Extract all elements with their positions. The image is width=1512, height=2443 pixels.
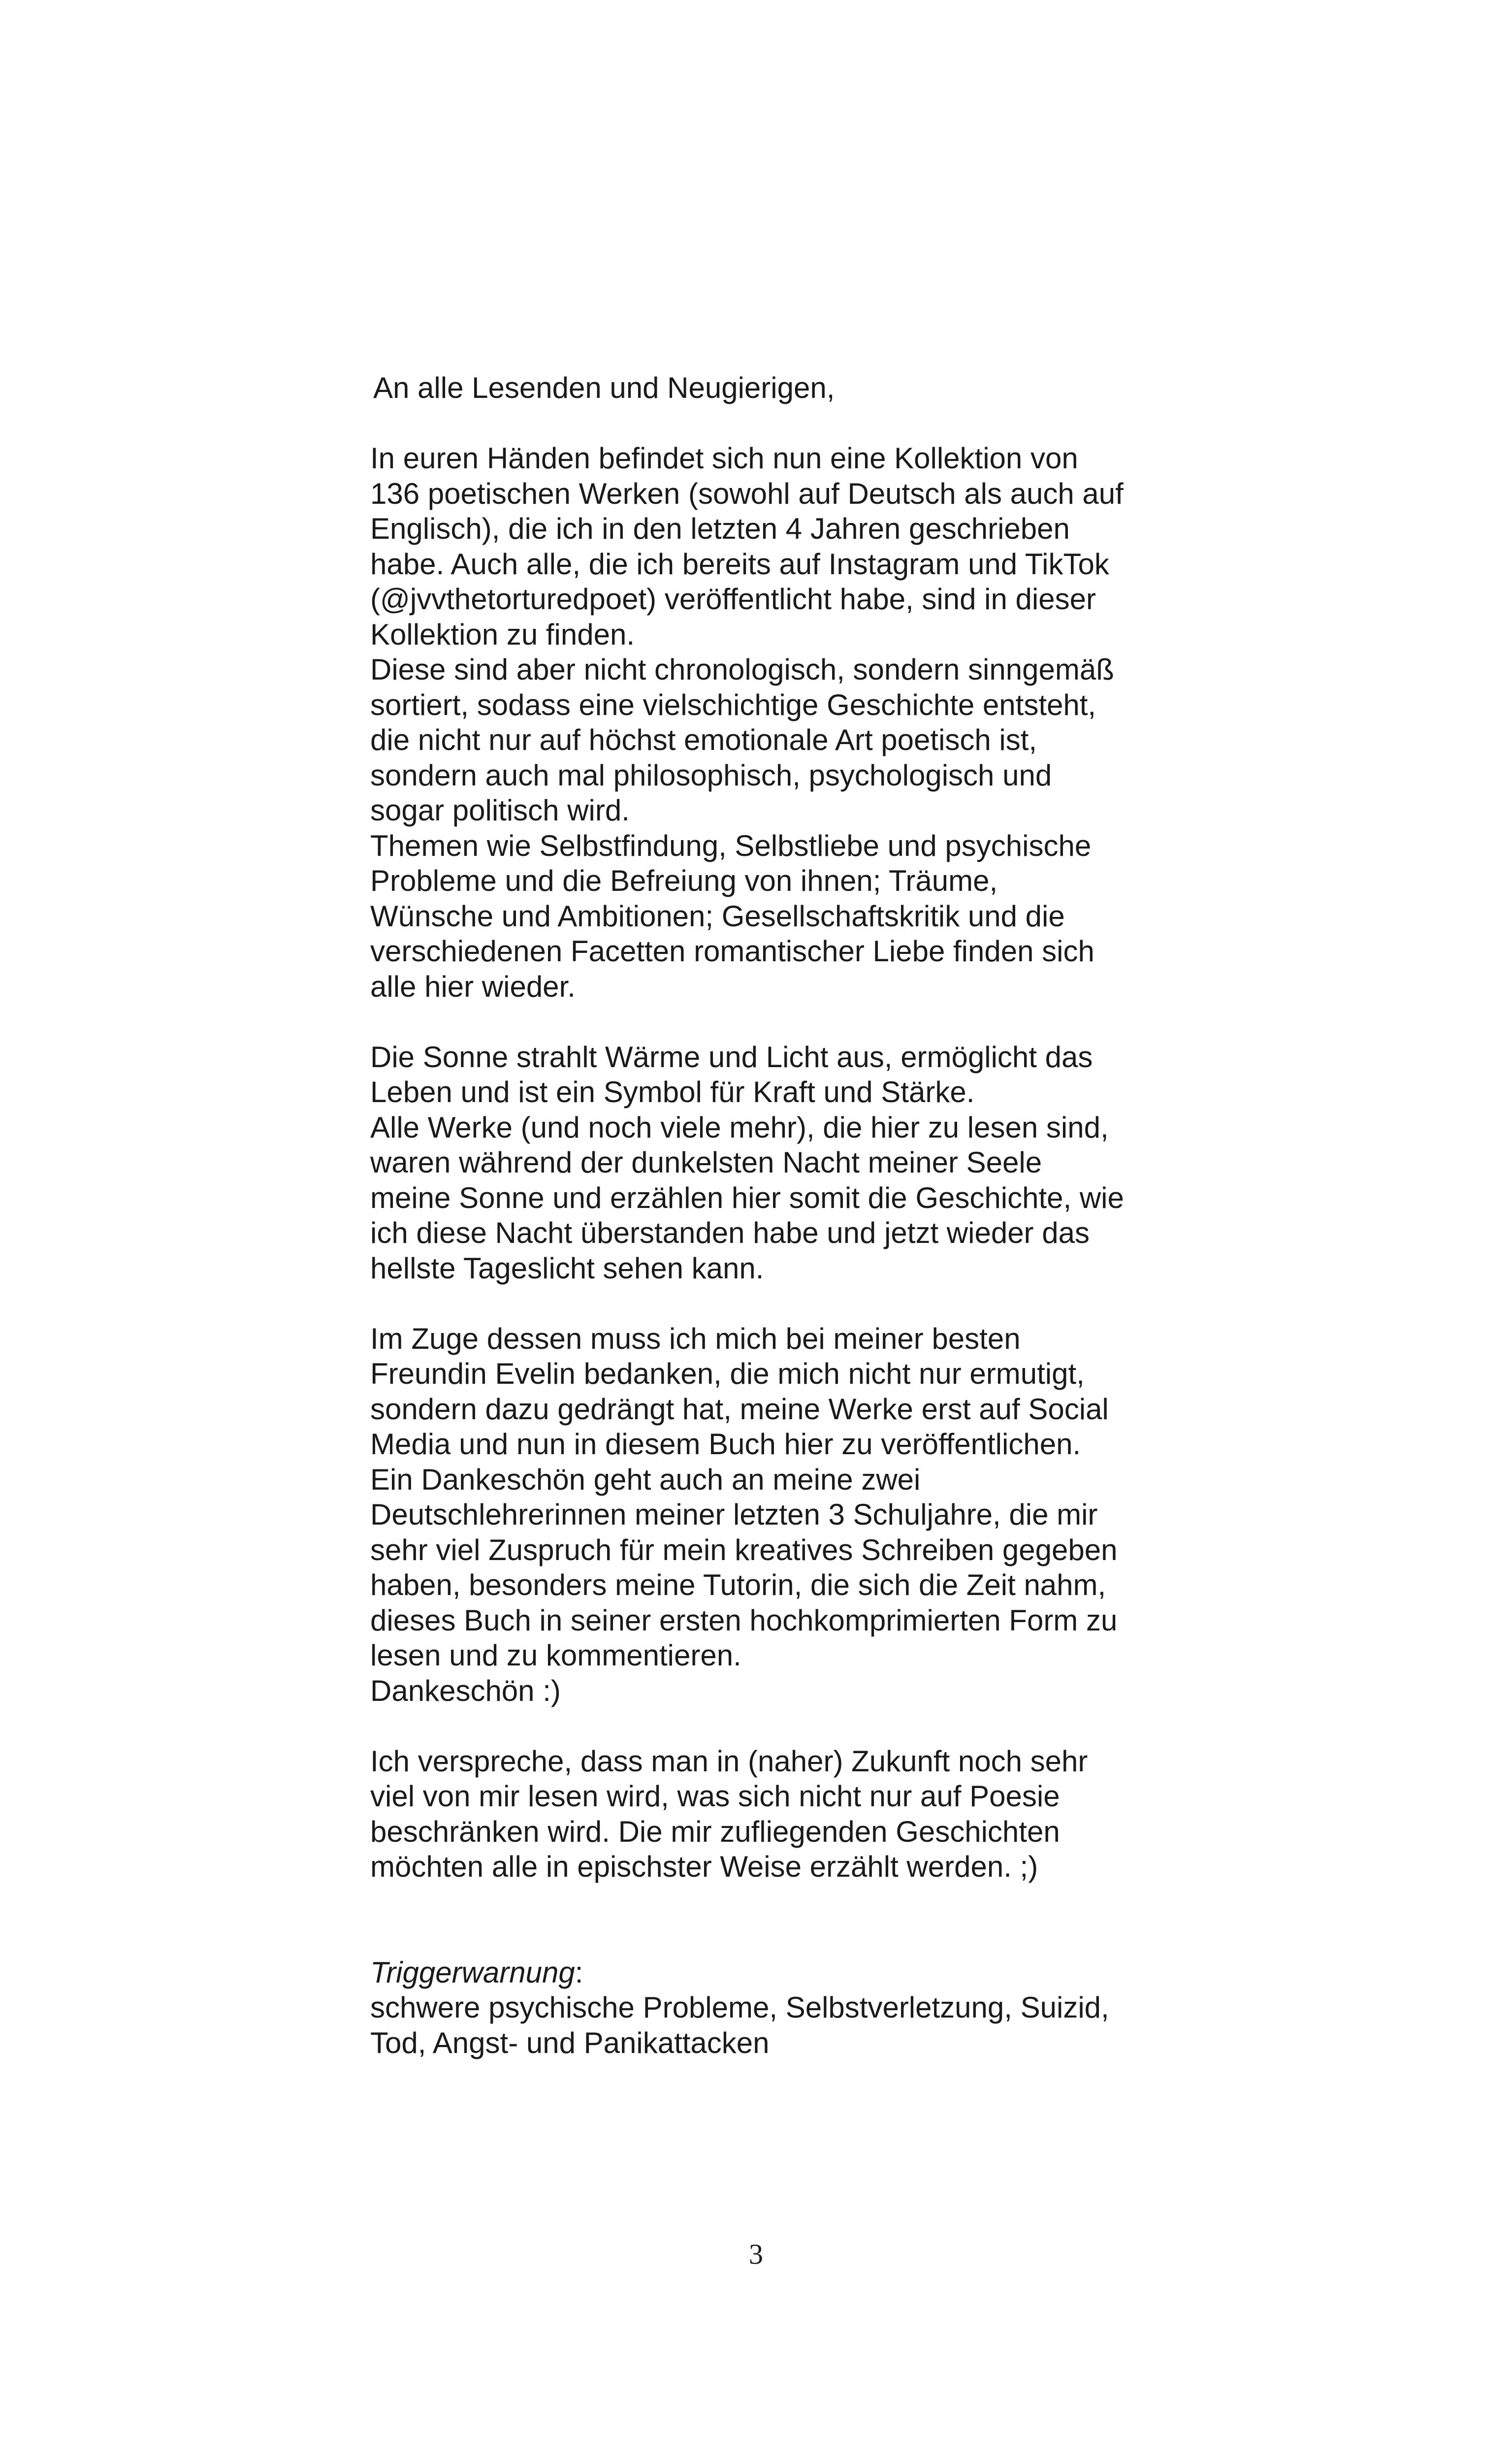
text-line: verschiedenen Facetten romantischer Liebe finden sich [370, 935, 1094, 968]
text-line: Deutschlehrerinnen meiner letzten 3 Schuljahre, die mir [370, 1498, 1098, 1531]
paragraph-spacer [370, 1708, 1178, 1744]
text-line: alle hier wieder. [370, 970, 576, 1003]
text-line: Im Zuge dessen muss ich mich bei meiner besten [370, 1322, 1021, 1355]
text-line: lesen und zu kommentieren. [370, 1639, 741, 1672]
paragraph-acknowledgements [370, 1321, 1178, 1709]
text-line: Englisch), die ich in den letzten 4 Jahren geschrieben [370, 512, 1070, 545]
paragraph-promise [370, 1744, 1178, 1885]
text-line: sondern dazu gedrängt hat, meine Werke erst auf Social [370, 1392, 1109, 1426]
text-line: dieses Buch in seiner ersten hochkomprimierten Form zu [370, 1603, 1118, 1637]
trigger-warning [370, 1955, 1178, 2061]
paragraph-sun [370, 1040, 1178, 1286]
text-line: Alle Werke (und noch viele mehr), die hier zu lesen sind, [370, 1110, 1109, 1144]
text-line: Diese sind aber nicht chronologisch, sondern sinngemäß [370, 653, 1114, 686]
text-line: Leben und ist ein Symbol für Kraft und Stärke. [370, 1075, 975, 1108]
section-spacer [370, 1885, 1178, 1955]
paragraph-introduction [370, 441, 1178, 1004]
text-line: (@jvvthetorturedpoet) veröffentlicht habe, sind in dieser [370, 583, 1096, 616]
text-line: Probleme und die Befreiung von ihnen; Träume, [370, 864, 998, 897]
text-line: habe. Auch alle, die ich bereits auf Instagram und TikTok [370, 547, 1109, 581]
text-line: In euren Händen befindet sich nun eine Kollektion von [370, 442, 1078, 475]
text-line: Kollektion zu finden. [370, 618, 635, 651]
greeting: An alle Lesenden und Neugierigen, [373, 371, 835, 404]
text-line: Media und nun in diesem Buch hier zu veröffentlichen. [370, 1428, 1081, 1461]
text-line: Themen wie Selbstfindung, Selbstliebe und psychische [370, 829, 1092, 862]
text-line: die nicht nur auf höchst emotionale Art poetisch ist, [370, 723, 1037, 756]
text-line: Ich verspreche, dass man in (naher) Zukunft noch sehr [370, 1744, 1088, 1778]
text-line: Dankeschön :) [370, 1674, 561, 1707]
text-line: Freundin Evelin bedanken, die mich nicht nur ermutigt, [370, 1357, 1085, 1390]
page-number: 3 [749, 2238, 763, 2270]
paragraph-spacer [370, 1286, 1178, 1321]
text-line: Ein Dankeschön geht auch an meine zwei [370, 1463, 921, 1496]
text-line: waren während der dunkelsten Nacht meiner Seele [370, 1146, 1042, 1179]
paragraph-spacer [370, 1004, 1178, 1040]
text-line: ich diese Nacht überstanden habe und jetzt wieder das [370, 1216, 1090, 1249]
text-line: sondern auch mal philosophisch, psychologisch und [370, 758, 1052, 792]
text-line: Wünsche und Ambitionen; Gesellschaftskritik und die [370, 899, 1065, 933]
text-line: meine Sonne und erzählen hier somit die Geschichte, wie [370, 1181, 1124, 1214]
text-line: hellste Tageslicht sehen kann. [370, 1251, 764, 1285]
trigger-warning-line: schwere psychische Probleme, Selbstverletzung, Suizid, [370, 1991, 1109, 2024]
text-line: sehr viel Zuspruch für mein kreatives Schreiben gegeben [370, 1533, 1118, 1566]
text-line: sogar politisch wird. [370, 794, 630, 827]
trigger-warning-line: Tod, Angst- und Panikattacken [370, 2026, 770, 2059]
text-line: 136 poetischen Werken (sowohl auf Deutsch als auch auf [370, 477, 1124, 510]
paragraph-spacer [370, 406, 1178, 441]
text-line: möchten alle in epischster Weise erzählt werden. ;) [370, 1850, 1038, 1883]
trigger-warning-colon: : [575, 1955, 583, 1989]
text-line: Die Sonne strahlt Wärme und Licht aus, ermöglicht das [370, 1040, 1093, 1074]
trigger-warning-label: Triggerwarnung [370, 1955, 575, 1989]
text-line: haben, besonders meine Tutorin, die sich die Zeit nahm, [370, 1568, 1106, 1601]
text-line: viel von mir lesen wird, was sich nicht nur auf Poesie [370, 1780, 1060, 1813]
text-line: sortiert, sodass eine vielschichtige Geschichte entsteht, [370, 688, 1096, 721]
text-line: beschränken wird. Die mir zufliegenden Geschichten [370, 1815, 1060, 1848]
trigger-warning-heading [370, 1955, 1178, 1990]
foreword-text [370, 370, 1178, 2060]
